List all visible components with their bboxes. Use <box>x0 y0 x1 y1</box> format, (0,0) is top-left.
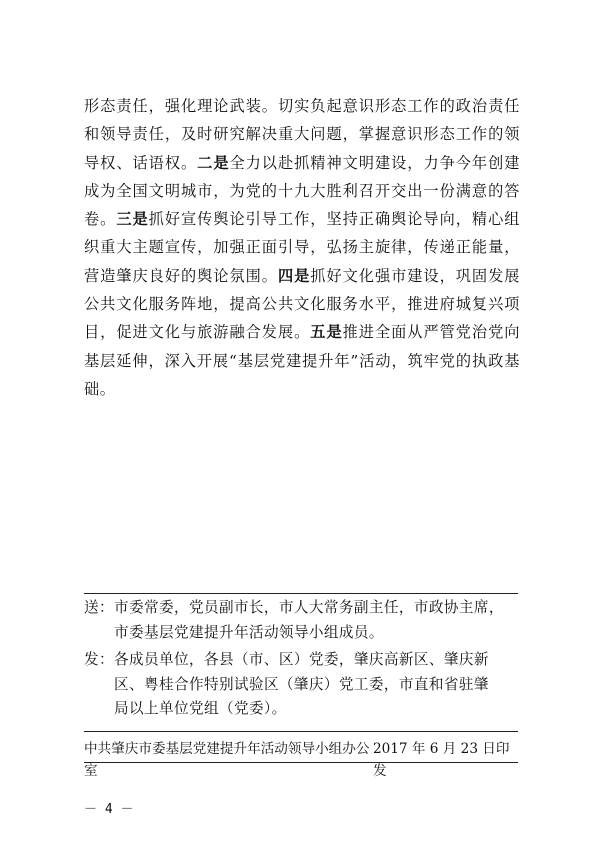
page-number: － 4 － <box>84 802 134 817</box>
point-5-marker: 五是 <box>310 323 343 342</box>
body-sentence-2: 全力以赴抓精神文明建设，力争今年创建成为全国文明城市，为党的十九大胜利召开交出一份满意的答卷。 <box>84 153 520 229</box>
body-sentence-5: 推进全面从严管党治党向基层延伸，深入开展“基层党建提升年”活动，筑牢党的执政基础。 <box>84 323 520 398</box>
send-to-line-1: 送：市委常委，党员副市长，市人大常务副主任，市政协主席， <box>84 599 504 616</box>
issuer-footer <box>84 738 518 782</box>
point-3-marker: 三是 <box>116 210 149 229</box>
footer-bottom-rule <box>84 762 518 763</box>
body-sentence-1: 形态责任，强化理论武装。切实负起意识形态工作的政治责任和领导责任，及时研究解决重大问题，掌握意识形态工作的领导权、话语权。 <box>84 97 520 172</box>
body-sentence-4: 抓好文化强市建设，巩固发展公共文化服务阵地，提高公共文化服务水平，推进府城复兴项目，促进文化与旅游融合发展。 <box>84 266 520 342</box>
issue-to-line-3: 局以上单位党组（党委）。 <box>114 700 287 717</box>
issue-to-line-1: 发：各成员单位，各县（市、区）党委，肇庆高新区、肇庆新 <box>84 651 489 668</box>
distribution-top-rule <box>84 593 518 594</box>
point-2-marker: 二是 <box>197 153 230 172</box>
send-to-line-2: 市委基层党建提升年活动领导小组成员。 <box>114 623 384 641</box>
body-paragraph <box>84 92 520 403</box>
point-4-marker: 四是 <box>277 266 311 285</box>
send-to-block <box>84 596 520 645</box>
issue-to-line-2: 区、粤桂合作特别试验区（肇庆）党工委，市直和省驻肇 <box>114 675 489 693</box>
issuer-name: 中共肇庆市委基层党建提升年活动领导小组办公室 <box>84 741 370 779</box>
issue-date: 2017 年 6 月 23 日印发 <box>372 741 510 779</box>
body-sentence-3: 抓好宣传舆论引导工作，坚持正确舆论导向，精心组织重大主题宣传，加强正面引导，弘扬主旋律，传递正能量，营造肇庆良好的舆论氛围。 <box>84 210 520 285</box>
footer-top-rule <box>84 731 518 732</box>
issue-to-block <box>84 648 520 722</box>
